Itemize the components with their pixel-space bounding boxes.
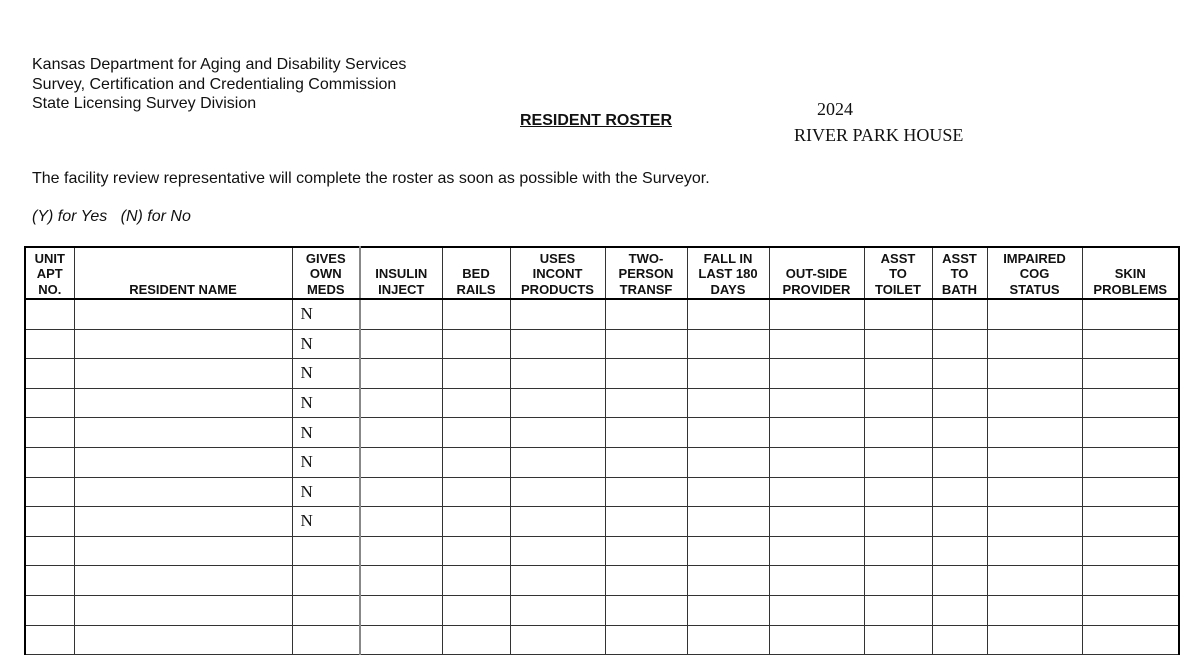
agency-line-commission: Survey, Certification and Credentialing Commission	[32, 75, 397, 93]
cell-skin[interactable]	[1082, 359, 1179, 389]
cell-insulin[interactable]	[360, 536, 442, 566]
cell-cog[interactable]	[987, 329, 1082, 359]
cell-gives-meds[interactable]: N	[292, 329, 360, 359]
cell-toilet[interactable]	[864, 447, 932, 477]
cell-outside[interactable]	[769, 566, 864, 596]
cell-toilet[interactable]	[864, 388, 932, 418]
cell-bed-rails[interactable]	[442, 566, 510, 596]
column-header-name	[74, 247, 292, 299]
cell-name[interactable]	[74, 359, 292, 389]
page-title: RESIDENT ROSTER	[520, 112, 673, 129]
column-header-line: PROBLEMS	[1093, 281, 1168, 297]
cell-toilet[interactable]	[864, 507, 932, 537]
cell-gives-meds[interactable]	[292, 566, 360, 596]
agency-line-department: Kansas Department for Aging and Disability Services	[32, 56, 407, 73]
cell-fall[interactable]	[687, 447, 769, 477]
yes-no-legend: (Y) for Yes (N) for No	[32, 208, 191, 225]
cell-cog[interactable]	[987, 566, 1082, 596]
table-row	[25, 299, 1179, 329]
cell-bed-rails[interactable]	[442, 329, 510, 359]
cell-outside[interactable]	[769, 329, 864, 359]
cell-incont[interactable]	[510, 536, 605, 566]
table-row	[25, 447, 1179, 477]
cell-name[interactable]	[74, 507, 292, 537]
cell-cog[interactable]	[987, 418, 1082, 448]
column-header-line: LAST 180	[698, 266, 758, 281]
column-header-line: APT	[36, 266, 63, 281]
cell-cog[interactable]	[987, 625, 1082, 655]
cell-toilet[interactable]	[864, 595, 932, 625]
cell-insulin[interactable]	[360, 625, 442, 655]
cell-unit[interactable]	[25, 507, 74, 537]
cell-unit[interactable]	[25, 536, 74, 566]
cell-insulin[interactable]	[360, 477, 442, 507]
cell-skin[interactable]	[1082, 595, 1179, 625]
cell-bed-rails[interactable]	[442, 595, 510, 625]
column-header-fall	[687, 247, 769, 299]
cell-skin[interactable]	[1082, 625, 1179, 655]
cell-fall[interactable]	[687, 507, 769, 537]
column-header-line: FALL IN	[703, 250, 753, 266]
cell-incont[interactable]	[510, 329, 605, 359]
column-header-cog	[987, 247, 1082, 299]
cell-gives-meds[interactable]	[292, 536, 360, 566]
cell-name[interactable]	[74, 536, 292, 566]
cell-skin[interactable]	[1082, 388, 1179, 418]
cell-bed-rails[interactable]	[442, 388, 510, 418]
cell-skin[interactable]	[1082, 299, 1179, 329]
cell-outside[interactable]	[769, 299, 864, 329]
table-row	[25, 507, 1179, 537]
cell-bed-rails[interactable]	[442, 447, 510, 477]
table-body	[25, 299, 1179, 655]
cell-bath[interactable]	[932, 507, 987, 537]
cell-bed-rails[interactable]	[442, 477, 510, 507]
column-header-line: SKIN	[1114, 266, 1146, 281]
column-header-bath	[932, 247, 987, 299]
table-row	[25, 477, 1179, 507]
column-header-gives-meds	[292, 247, 360, 299]
column-header-line: COG	[1019, 266, 1050, 281]
column-header-line: TO	[889, 266, 907, 281]
column-header-toilet	[864, 247, 932, 299]
cell-outside[interactable]	[769, 595, 864, 625]
facility-name: RIVER PARK HOUSE	[794, 125, 964, 145]
cell-two-person[interactable]	[605, 388, 687, 418]
cell-cog[interactable]	[987, 507, 1082, 537]
cell-bed-rails[interactable]	[442, 418, 510, 448]
cell-cog[interactable]	[987, 299, 1082, 329]
cell-outside[interactable]	[769, 447, 864, 477]
cell-toilet[interactable]	[864, 625, 932, 655]
cell-insulin[interactable]	[360, 507, 442, 537]
column-header-line: PROVIDER	[782, 281, 851, 297]
cell-unit[interactable]	[25, 625, 74, 655]
cell-fall[interactable]	[687, 329, 769, 359]
table-row	[25, 359, 1179, 389]
cell-incont[interactable]	[510, 359, 605, 389]
column-header-line: PRODUCTS	[521, 281, 594, 297]
cell-fall[interactable]	[687, 418, 769, 448]
cell-toilet[interactable]	[864, 477, 932, 507]
cell-skin[interactable]	[1082, 329, 1179, 359]
column-header-skin	[1082, 247, 1179, 299]
cell-two-person[interactable]	[605, 566, 687, 596]
cell-cog[interactable]	[987, 388, 1082, 418]
cell-outside[interactable]	[769, 418, 864, 448]
cell-gives-meds[interactable]	[292, 595, 360, 625]
cell-name[interactable]	[74, 447, 292, 477]
cell-insulin[interactable]	[360, 595, 442, 625]
column-header-line: INCONT	[532, 266, 583, 281]
cell-fall[interactable]	[687, 388, 769, 418]
cell-two-person[interactable]	[605, 477, 687, 507]
cell-bath[interactable]	[932, 566, 987, 596]
cell-incont[interactable]	[510, 507, 605, 537]
column-header-incont	[510, 247, 605, 299]
cell-fall[interactable]	[687, 595, 769, 625]
column-header-line: TO	[950, 266, 969, 281]
cell-bath[interactable]	[932, 447, 987, 477]
cell-bed-rails[interactable]	[442, 359, 510, 389]
cell-bath[interactable]	[932, 418, 987, 448]
cell-name[interactable]	[74, 595, 292, 625]
cell-name[interactable]	[74, 418, 292, 448]
cell-bed-rails[interactable]	[442, 625, 510, 655]
cell-bath[interactable]	[932, 299, 987, 329]
cell-incont[interactable]	[510, 566, 605, 596]
cell-bath[interactable]	[932, 595, 987, 625]
column-header-line: TWO-	[628, 250, 664, 266]
column-header-line: BED	[462, 266, 490, 281]
cell-insulin[interactable]	[360, 566, 442, 596]
cell-unit[interactable]	[25, 359, 74, 389]
cell-unit[interactable]	[25, 566, 74, 596]
column-header-line: NO.	[38, 281, 62, 297]
roster-year: 2024	[817, 99, 853, 119]
cell-gives-meds[interactable]: N	[292, 507, 360, 537]
cell-outside[interactable]	[769, 625, 864, 655]
cell-incont[interactable]	[510, 625, 605, 655]
cell-bed-rails[interactable]	[442, 299, 510, 329]
column-header-line: TRANSF	[619, 281, 673, 297]
column-header-line: ASST	[942, 250, 977, 266]
cell-name[interactable]	[74, 299, 292, 329]
table-row	[25, 536, 1179, 566]
column-header-line: OUT-SIDE	[785, 266, 848, 281]
cell-fall[interactable]	[687, 566, 769, 596]
column-header-line: INSULIN	[375, 266, 428, 281]
cell-cog[interactable]	[987, 477, 1082, 507]
cell-two-person[interactable]	[605, 507, 687, 537]
agency-line-division: State Licensing Survey Division	[32, 95, 257, 112]
cell-unit[interactable]	[25, 477, 74, 507]
cell-unit[interactable]	[25, 447, 74, 477]
cell-toilet[interactable]	[864, 299, 932, 329]
cell-two-person[interactable]	[605, 536, 687, 566]
column-header-line: RAILS	[456, 281, 496, 297]
cell-gives-meds[interactable]: N	[292, 447, 360, 477]
column-header-unit	[25, 247, 74, 299]
cell-gives-meds[interactable]: N	[292, 359, 360, 389]
cell-unit[interactable]	[25, 595, 74, 625]
column-header-line: PERSON	[618, 266, 674, 281]
cell-outside[interactable]	[769, 536, 864, 566]
column-header-line: OWN	[309, 266, 342, 281]
cell-toilet[interactable]	[864, 566, 932, 596]
cell-gives-meds[interactable]: N	[292, 418, 360, 448]
cell-gives-meds[interactable]: N	[292, 299, 360, 329]
cell-incont[interactable]	[510, 418, 605, 448]
column-header-line: IMPAIRED	[1003, 250, 1066, 266]
agency-header	[32, 55, 406, 114]
cell-insulin[interactable]	[360, 329, 442, 359]
cell-skin[interactable]	[1082, 566, 1179, 596]
cell-gives-meds[interactable]	[292, 625, 360, 655]
cell-cog[interactable]	[987, 536, 1082, 566]
cell-name[interactable]	[74, 566, 292, 596]
cell-cog[interactable]	[987, 595, 1082, 625]
column-header-line: MEDS	[306, 281, 345, 297]
table-row	[25, 595, 1179, 625]
cell-bath[interactable]	[932, 625, 987, 655]
column-header-bed-rails	[442, 247, 510, 299]
cell-fall[interactable]	[687, 477, 769, 507]
cell-two-person[interactable]	[605, 359, 687, 389]
cell-skin[interactable]	[1082, 536, 1179, 566]
cell-bath[interactable]	[932, 536, 987, 566]
cell-insulin[interactable]	[360, 447, 442, 477]
cell-fall[interactable]	[687, 359, 769, 389]
cell-bath[interactable]	[932, 329, 987, 359]
cell-fall[interactable]	[687, 536, 769, 566]
column-header-line: ASST	[880, 250, 916, 266]
cell-unit[interactable]	[25, 418, 74, 448]
column-header-line: USES	[539, 250, 576, 266]
cell-bed-rails[interactable]	[442, 507, 510, 537]
cell-two-person[interactable]	[605, 329, 687, 359]
column-header-line: BATH	[941, 281, 978, 297]
cell-name[interactable]	[74, 477, 292, 507]
cell-outside[interactable]	[769, 507, 864, 537]
cell-gives-meds[interactable]: N	[292, 477, 360, 507]
column-header-line: STATUS	[1009, 281, 1060, 297]
cell-two-person[interactable]	[605, 299, 687, 329]
cell-skin[interactable]	[1082, 477, 1179, 507]
cell-name[interactable]	[74, 329, 292, 359]
resident-roster-table	[24, 246, 1180, 655]
instruction-text: The facility review representative will complete the roster as soon as possible with the Surveyor.	[32, 170, 710, 187]
cell-incont[interactable]	[510, 447, 605, 477]
column-header-line: GIVES	[305, 250, 346, 266]
cell-insulin[interactable]	[360, 299, 442, 329]
cell-bath[interactable]	[932, 477, 987, 507]
cell-unit[interactable]	[25, 299, 74, 329]
cell-skin[interactable]	[1082, 507, 1179, 537]
cell-outside[interactable]	[769, 388, 864, 418]
cell-two-person[interactable]	[605, 447, 687, 477]
column-header-line: RESIDENT NAME	[129, 281, 237, 297]
cell-toilet[interactable]	[864, 536, 932, 566]
cell-skin[interactable]	[1082, 447, 1179, 477]
cell-two-person[interactable]	[605, 625, 687, 655]
cell-fall[interactable]	[687, 625, 769, 655]
column-header-two-person	[605, 247, 687, 299]
cell-skin[interactable]	[1082, 418, 1179, 448]
cell-two-person[interactable]	[605, 595, 687, 625]
cell-incont[interactable]	[510, 388, 605, 418]
column-header-insulin	[360, 247, 442, 299]
cell-bath[interactable]	[932, 388, 987, 418]
cell-unit[interactable]	[25, 329, 74, 359]
cell-toilet[interactable]	[864, 359, 932, 389]
column-header-outside	[769, 247, 864, 299]
cell-toilet[interactable]	[864, 329, 932, 359]
cell-insulin[interactable]	[360, 359, 442, 389]
cell-incont[interactable]	[510, 299, 605, 329]
table-row	[25, 329, 1179, 359]
cell-incont[interactable]	[510, 477, 605, 507]
cell-cog[interactable]	[987, 359, 1082, 389]
cell-insulin[interactable]	[360, 418, 442, 448]
cell-gives-meds[interactable]: N	[292, 388, 360, 418]
cell-cog[interactable]	[987, 447, 1082, 477]
cell-name[interactable]	[74, 388, 292, 418]
column-header-line: UNIT	[34, 250, 65, 266]
cell-fall[interactable]	[687, 299, 769, 329]
cell-name[interactable]	[74, 625, 292, 655]
table-row	[25, 388, 1179, 418]
column-header-line: DAYS	[710, 281, 746, 297]
column-header-line: TOILET	[875, 281, 921, 297]
cell-toilet[interactable]	[864, 418, 932, 448]
table-row	[25, 566, 1179, 596]
cell-unit[interactable]	[25, 388, 74, 418]
table-header-row	[25, 247, 1179, 299]
cell-outside[interactable]	[769, 359, 864, 389]
cell-outside[interactable]	[769, 477, 864, 507]
cell-two-person[interactable]	[605, 418, 687, 448]
table-row	[25, 418, 1179, 448]
cell-bath[interactable]	[932, 359, 987, 389]
table-row	[25, 625, 1179, 655]
column-header-line: INJECT	[378, 281, 425, 297]
cell-bed-rails[interactable]	[442, 536, 510, 566]
cell-insulin[interactable]	[360, 388, 442, 418]
cell-incont[interactable]	[510, 595, 605, 625]
